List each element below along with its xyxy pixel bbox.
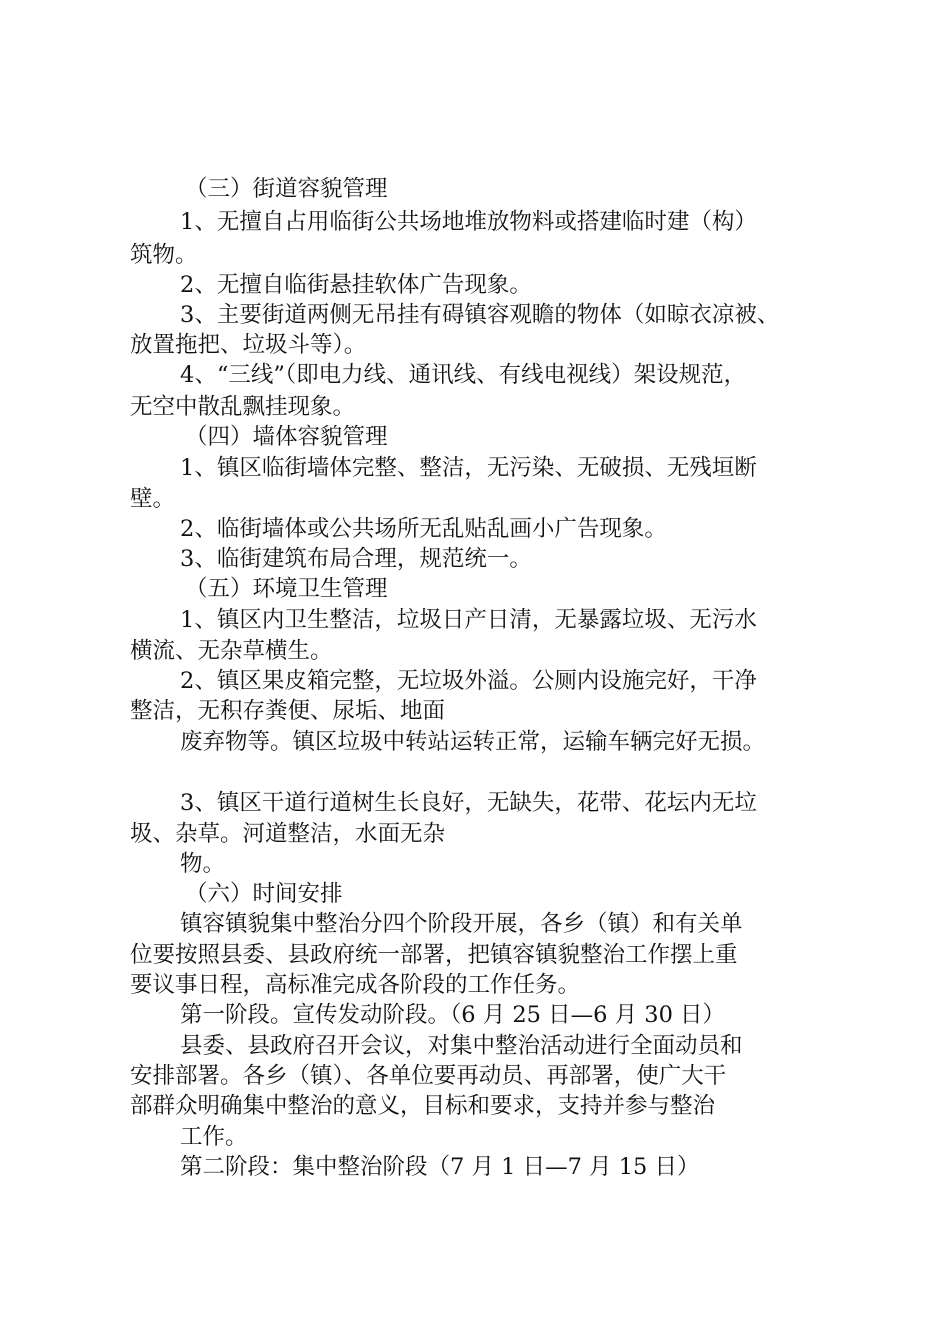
section-heading-street: （三）街道容貌管理 — [185, 176, 388, 202]
paragraph-line: 部群众明确集中整治的意义，目标和要求，支持并参与整治 — [130, 1093, 716, 1119]
paragraph-line: 筑物。 — [130, 242, 198, 268]
paragraph-line: 安排部署。各乡（镇）、各单位要再动员、再部署，使广大干 — [130, 1063, 727, 1089]
paragraph-line: 位要按照县委、县政府统一部署，把镇容镇貌整治工作摆上重 — [130, 942, 738, 968]
paragraph-line: 2、无擅自临街悬挂软体广告现象。 — [180, 272, 532, 298]
paragraph-line: 1、无擅自占用临街公共场地堆放物料或搭建临时建（构） — [180, 209, 757, 235]
paragraph-line: 镇容镇貌集中整治分四个阶段开展，各乡（镇）和有关单 — [180, 911, 743, 937]
paragraph-line: 圾、杂草。河道整洁，水面无杂 — [130, 821, 446, 847]
section-heading-sanitation: （五）环境卫生管理 — [185, 576, 388, 602]
paragraph-line: 4、“三线”（即电力线、通讯线、有线电视线）架设规范， — [180, 362, 747, 388]
paragraph-line: 3、主要街道两侧无吊挂有碍镇容观瞻的物体（如晾衣凉被、 — [180, 302, 780, 328]
paragraph-line: 工作。 — [180, 1124, 248, 1150]
paragraph-line: 1、镇区内卫生整洁，垃圾日产日清，无暴露垃圾、无污水 — [180, 607, 757, 633]
paragraph-line: 废弃物等。镇区垃圾中转站运转正常，运输车辆完好无损。 — [180, 729, 766, 755]
stage-two-heading: 第二阶段：集中整治阶段（7 月 1 日—7 月 15 日） — [180, 1154, 700, 1180]
paragraph-line: 1、镇区临街墙体完整、整洁，无污染、无破损、无残垣断 — [180, 455, 757, 481]
paragraph-line: 3、临街建筑布局合理，规范统一。 — [180, 546, 532, 572]
paragraph-line: 放置拖把、垃圾斗等）。 — [130, 332, 367, 358]
paragraph-line: 2、临街墙体或公共场所无乱贴乱画小广告现象。 — [180, 516, 667, 542]
paragraph-line: 县委、县政府召开会议，对集中整治活动进行全面动员和 — [180, 1033, 743, 1059]
paragraph-line: 2、镇区果皮箱完整，无垃圾外溢。公厕内设施完好，干净 — [180, 668, 757, 694]
stage-one-heading: 第一阶段。宣传发动阶段。（6 月 25 日—6 月 30 日） — [180, 1002, 726, 1028]
paragraph-line: 横流、无杂草横生。 — [130, 638, 333, 664]
section-heading-wall: （四）墙体容貌管理 — [185, 424, 388, 450]
paragraph-line: 要议事日程，高标准完成各阶段的工作任务。 — [130, 972, 581, 998]
paragraph-line: 3、镇区干道行道树生长良好，无缺失，花带、花坛内无垃 — [180, 790, 757, 816]
paragraph-line: 无空中散乱飘挂现象。 — [130, 394, 356, 420]
paragraph-line: 壁。 — [130, 486, 176, 512]
section-heading-schedule: （六）时间安排 — [185, 881, 343, 907]
paragraph-line: 物。 — [180, 851, 226, 877]
paragraph-line: 整洁，无积存粪便、尿垢、地面 — [130, 698, 446, 724]
